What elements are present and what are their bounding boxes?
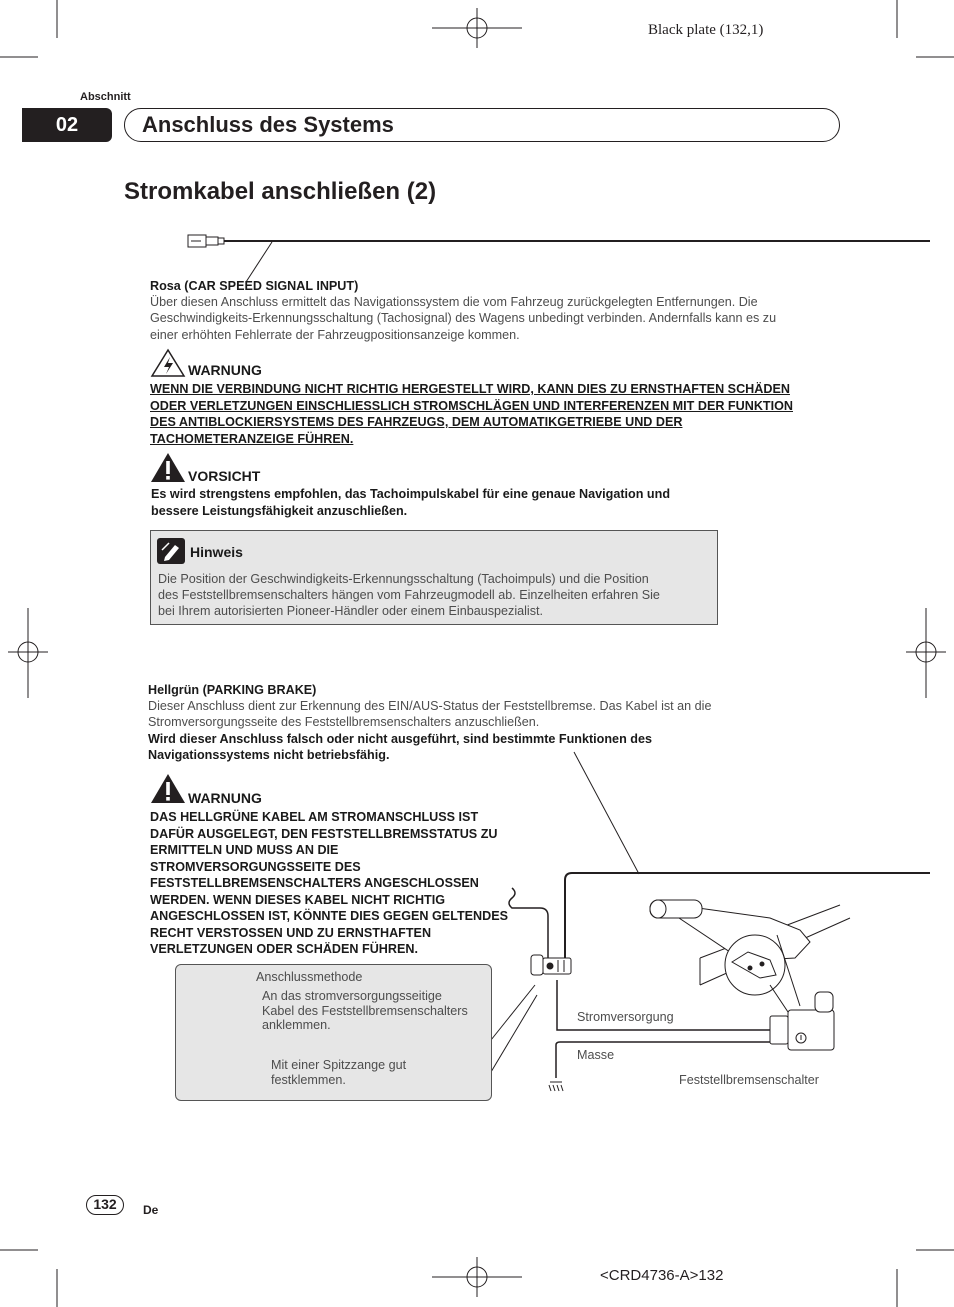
warnung-label: WARNUNG (188, 362, 262, 378)
brake-switch-label: Feststellbremsenschalter (679, 1073, 819, 1087)
rosa-label: Rosa (CAR SPEED SIGNAL INPUT) (150, 279, 359, 293)
warnung1-line: TACHOMETERANZEIGE FÜHREN. (150, 431, 354, 446)
method-step2 (271, 1058, 471, 1087)
rosa-line: einer erhöhten Fehlerrate der Fahrzeugpositionsanzeige kommen. (150, 327, 520, 342)
ground-label: Masse (577, 1048, 615, 1062)
electric-warning-icon (150, 348, 186, 378)
section-word: Abschnitt (80, 91, 131, 103)
pencil-note-icon (157, 538, 185, 564)
rosa-section (150, 278, 850, 343)
method-step2-line: festklemmen. (271, 1072, 346, 1087)
hellgruen-line: Stromversorgungsseite des Feststellbremsenschalters anzuschließen. (148, 715, 540, 730)
rosa-line: Über diesen Anschluss ermittelt das Navigationssystem die vom Fahrzeug zurückgelegten Entfernungen. Die (150, 295, 758, 310)
connection-method-box (175, 964, 492, 1101)
caution-icon (150, 452, 186, 484)
warnung2-line: ERMITTELN UND MUSS AN DIE (150, 843, 339, 857)
section-number: 02 (22, 108, 112, 142)
warnung2-line: DAS HELLGRÜNE KABEL AM STROMANSCHLUSS IST (150, 810, 479, 824)
vorsicht-text (151, 486, 851, 519)
method-step1-line: An das stromversorgungsseitige (262, 989, 442, 1003)
method-step1-line: Kabel des Feststellbremsenschalters (262, 1003, 468, 1018)
plate-label: Black plate (132,1) (648, 22, 764, 38)
warnung1-line: WENN DIE VERBINDUNG NICHT RICHTIG HERGESTELLT WIRD, KANN DIES ZU ERNSTHAFTEN SCHÄDEN (150, 382, 790, 396)
warnung1-text (150, 381, 850, 447)
vorsicht-label: VORSICHT (188, 468, 261, 484)
method-title: Anschlussmethode (256, 970, 363, 984)
warnung2-line: FESTSTELLBREMSENSCHALTERS ANGESCHLOSSEN (150, 876, 479, 890)
hinweis-box (150, 530, 718, 625)
warnung2-text (150, 809, 550, 958)
language-code: De (143, 1203, 159, 1217)
connector-plug-icon (188, 235, 930, 282)
warnung2-line: DAFÜR AUSGELEGT, DEN FESTSTELLBREMSSTATUS ZU (150, 826, 498, 841)
hellgruen-bold-line: Wird dieser Anschluss falsch oder nicht ausgeführt, sind bestimmte Funktionen des (148, 731, 652, 746)
vorsicht-line: Es wird strengstens empfohlen, das Tachoimpulskabel für eine genaue Navigation und (151, 487, 671, 501)
document-code: <CRD4736-A>132 (600, 1267, 724, 1284)
warnung2-line: VERLETZUNGEN ODER SCHÄDEN FÜHREN. (150, 942, 418, 956)
rosa-line: Geschwindigkeits-Erkennungsschaltung (Tachosignal) des Wagens unbedingt verbinden. Andernfalls kann es zu (150, 311, 777, 326)
hellgruen-line: Dieser Anschluss dient zur Erkennung des EIN/AUS-Status der Feststellbremse. Das Kabel ist an die (148, 699, 712, 714)
warnung1-line: ODER VERLETZUNGEN EINSCHLIESSLICH STROMSCHLÄGEN UND INTERFERENZEN MIT DER FUNKTION (150, 398, 793, 413)
hinweis-text (158, 571, 714, 620)
page-title: Stromkabel anschließen (2) (124, 178, 437, 205)
method-step1 (262, 989, 490, 1033)
warnung2-line: ANGESCHLOSSEN IST, KÖNNTE DIES GEGEN GELTENDES (150, 909, 509, 923)
section-title: Anschluss des Systems (142, 112, 394, 137)
hellgruen-bold-line: Navigationssystems nicht betriebsfähig. (148, 747, 390, 762)
warnung-label: WARNUNG (188, 790, 262, 806)
page-number: 132 (86, 1195, 124, 1215)
warnung2-line: WERDEN. WENN DIESES KABEL NICHT RICHTIG (150, 892, 446, 907)
power-supply-label: Stromversorgung (577, 1010, 674, 1024)
warnung1-line: DES ANTIBLOCKIERSYSTEMS DES FAHRZEUGS, DEM AUTOMATIKGETRIEBE UND DER (150, 415, 683, 429)
caution-icon (150, 773, 186, 805)
handbrake-illustration (650, 900, 850, 1050)
hellgruen-label: Hellgrün (PARKING BRAKE) (148, 683, 317, 697)
warnung2-line: STROMVERSORGUNGSSEITE DES (150, 859, 361, 874)
warnung2-line: RECHT VERSTOSSEN UND ZU ERNSTHAFTEN (150, 925, 432, 940)
hinweis-label: Hinweis (190, 544, 243, 560)
hinweis-line: Die Position der Geschwindigkeits-Erkennungsschaltung (Tachoimpuls) und die Position (158, 572, 649, 586)
hinweis-line: des Feststellbremsenschalters hängen vom Fahrzeugmodell ab. Einzelheiten erfahren Sie (158, 588, 660, 603)
hinweis-line: bei Ihrem autorisierten Pioneer-Händler oder einem Einbauspezialist. (158, 604, 544, 619)
method-step1-line: anklemmen. (262, 1018, 331, 1032)
method-step2-line: Mit einer Spitzzange gut (271, 1058, 407, 1072)
splice-connector-icon (531, 955, 571, 975)
hellgruen-section (148, 682, 788, 763)
vorsicht-line: bessere Leistungsfähigkeit anzuschließen. (151, 503, 408, 518)
